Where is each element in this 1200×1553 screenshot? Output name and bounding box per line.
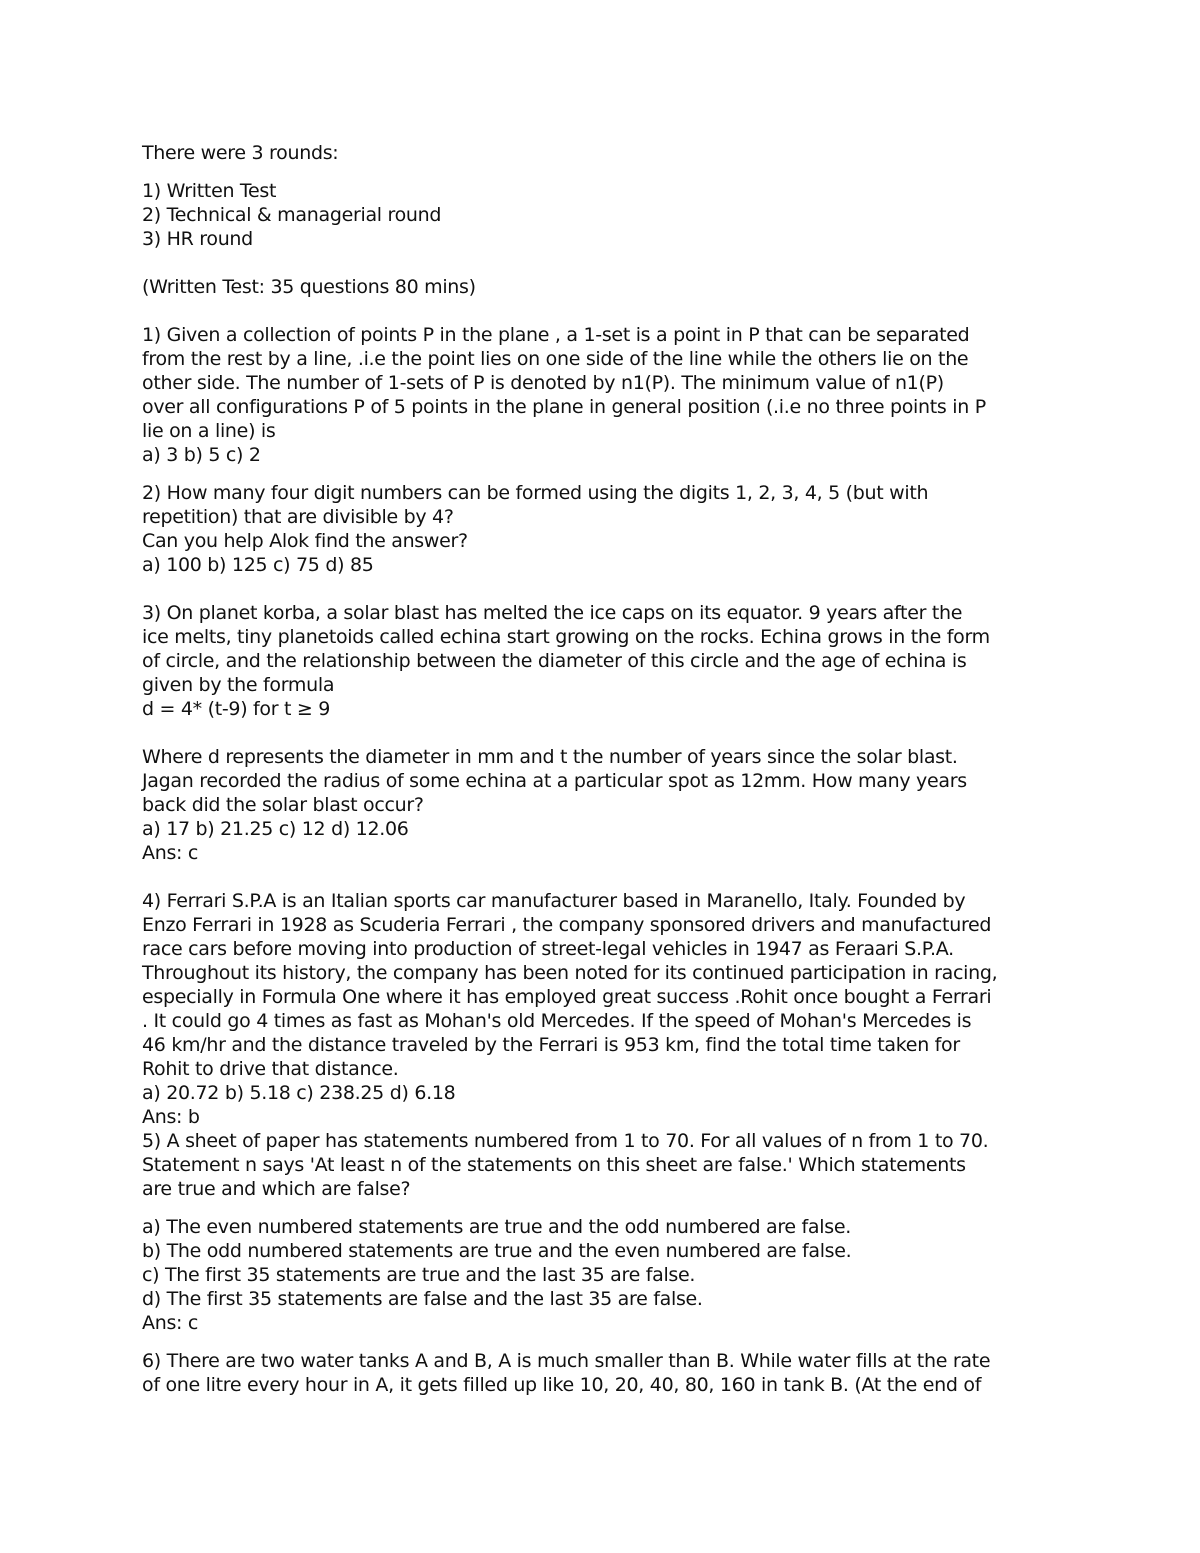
question-line: especially in Formula One where it has employed great success .Rohit once bought a Ferrari bbox=[142, 986, 992, 1008]
question-line: 46 km/hr and the distance traveled by the Ferrari is 953 km, find the total time taken for bbox=[142, 1034, 960, 1056]
question-option: c) The first 35 statements are true and the last 35 are false. bbox=[142, 1264, 696, 1286]
question-options: a) 100 b) 125 c) 75 d) 85 bbox=[142, 554, 374, 576]
question-line: other side. The number of 1-sets of P is denoted by n1(P). The minimum value of n1(P) bbox=[142, 372, 944, 394]
round-item: 2) Technical & managerial round bbox=[142, 204, 442, 226]
question-line: back did the solar blast occur? bbox=[142, 794, 424, 816]
question-line: 4) Ferrari S.P.A is an Italian sports car manufacturer based in Maranello, Italy. Founded by bbox=[142, 890, 966, 912]
question-line: 3) On planet korba, a solar blast has melted the ice caps on its equator. 9 years after the bbox=[142, 602, 963, 624]
question-line: race cars before moving into production of street-legal vehicles in 1947 as Feraari S.P.A. bbox=[142, 938, 954, 960]
question-line: over all configurations P of 5 points in the plane in general position (.i.e no three points in P bbox=[142, 396, 986, 418]
question-options: a) 3 b) 5 c) 2 bbox=[142, 444, 261, 466]
question-6 bbox=[142, 1349, 1072, 1397]
formula-line: d = 4* (t-9) for t ≥ 9 bbox=[142, 698, 331, 720]
question-option: d) The first 35 statements are false and the last 35 are false. bbox=[142, 1288, 703, 1310]
question-3 bbox=[142, 601, 1072, 865]
question-line: Jagan recorded the radius of some echina at a particular spot as 12mm. How many years bbox=[142, 770, 967, 792]
round-item: 1) Written Test bbox=[142, 180, 277, 202]
question-line: from the rest by a line, .i.e the point lies on one side of the line while the others lie on the bbox=[142, 348, 969, 370]
question-option: b) The odd numbered statements are true and the even numbered are false. bbox=[142, 1240, 852, 1262]
question-options: a) 17 b) 21.25 c) 12 d) 12.06 bbox=[142, 818, 409, 840]
question-line: repetition) that are divisible by 4? bbox=[142, 506, 454, 528]
question-line: Statement n says 'At least n of the statements on this sheet are false.' Which statements bbox=[142, 1154, 966, 1176]
question-2 bbox=[142, 481, 1072, 577]
question-line: of one litre every hour in A, it gets filled up like 10, 20, 40, 80, 160 in tank B. (At the end of bbox=[142, 1374, 982, 1396]
question-line: are true and which are false? bbox=[142, 1178, 411, 1200]
question-5 bbox=[142, 1129, 1072, 1335]
document-body bbox=[142, 141, 1072, 1397]
question-line: of circle, and the relationship between the diameter of this circle and the age of echina is bbox=[142, 650, 967, 672]
question-line: Enzo Ferrari in 1928 as Scuderia Ferrari , the company sponsored drivers and manufactured bbox=[142, 914, 992, 936]
question-option: a) The even numbered statements are true and the odd numbered are false. bbox=[142, 1216, 851, 1238]
question-line: Throughout its history, the company has been noted for its continued participation in racing, bbox=[142, 962, 998, 984]
question-line: lie on a line) is bbox=[142, 420, 276, 442]
question-line: 6) There are two water tanks A and B, A is much smaller than B. While water fills at the rate bbox=[142, 1350, 991, 1372]
question-line: Rohit to drive that distance. bbox=[142, 1058, 399, 1080]
intro-text: There were 3 rounds: bbox=[142, 142, 339, 164]
answer-line: Ans: c bbox=[142, 842, 199, 864]
round-item: 3) HR round bbox=[142, 228, 253, 250]
question-line: given by the formula bbox=[142, 674, 335, 696]
question-4 bbox=[142, 889, 1072, 1129]
question-line: 1) Given a collection of points P in the plane , a 1-set is a point in P that can be separated bbox=[142, 324, 970, 346]
question-1 bbox=[142, 323, 1072, 467]
question-line: Can you help Alok find the answer? bbox=[142, 530, 468, 552]
answer-line: Ans: b bbox=[142, 1106, 200, 1128]
question-line: Where d represents the diameter in mm and t the number of years since the solar blast. bbox=[142, 746, 958, 768]
question-options: a) 20.72 b) 5.18 c) 238.25 d) 6.18 bbox=[142, 1082, 456, 1104]
question-line: ice melts, tiny planetoids called echina start growing on the rocks. Echina grows in the form bbox=[142, 626, 990, 648]
test-info: (Written Test: 35 questions 80 mins) bbox=[142, 276, 476, 298]
question-line: . It could go 4 times as fast as Mohan's old Mercedes. If the speed of Mohan's Mercedes is bbox=[142, 1010, 972, 1032]
answer-line: Ans: c bbox=[142, 1312, 199, 1334]
question-line: 2) How many four digit numbers can be formed using the digits 1, 2, 3, 4, 5 (but with bbox=[142, 482, 929, 504]
question-line: 5) A sheet of paper has statements numbered from 1 to 70. For all values of n from 1 to 70. bbox=[142, 1130, 989, 1152]
